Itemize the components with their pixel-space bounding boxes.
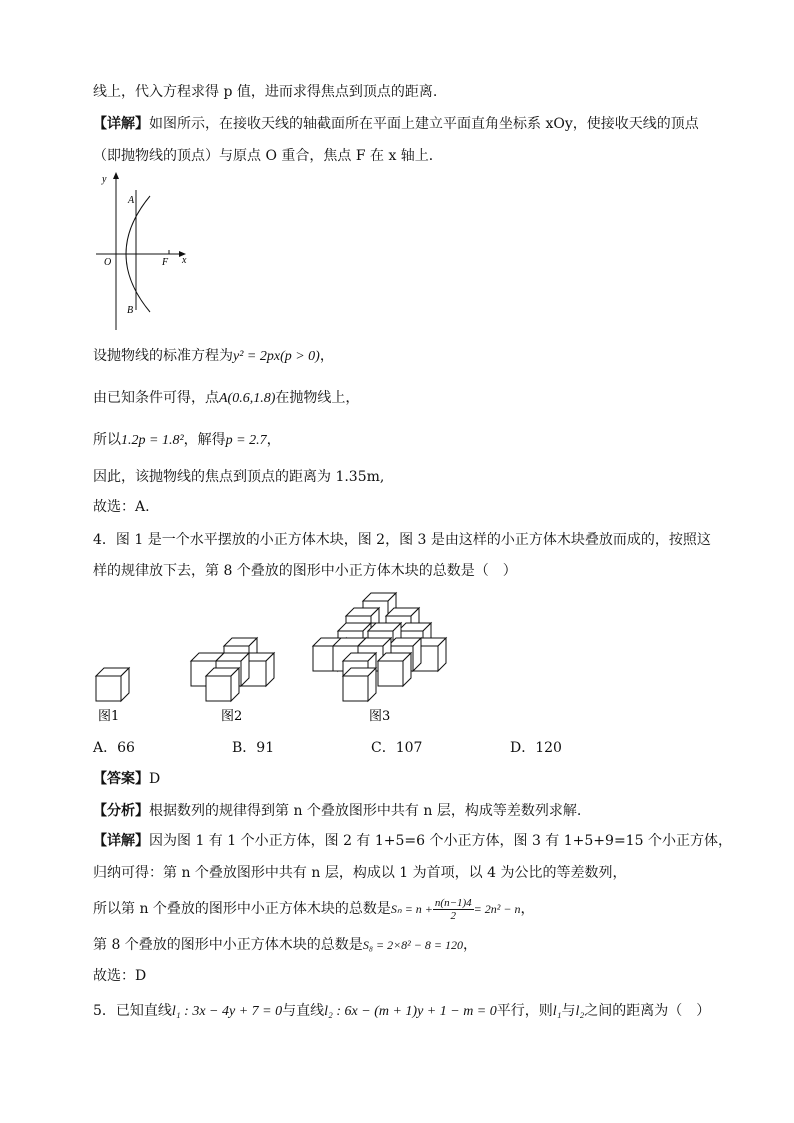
- text-segment: ，解得: [183, 432, 226, 448]
- math-expression: p = 2.7: [225, 433, 267, 448]
- text-segment: 第 8 个叠放的图形中小正方体木块的总数是: [93, 937, 363, 953]
- text-segment: 与: [561, 1003, 576, 1019]
- detail-text: 如图所示，在接收天线的轴截面所在平面上建立平面直角坐标系 xOy，使接收天线的顶点: [149, 116, 699, 132]
- detail-line: [93, 935, 477, 955]
- parabola-figure: [92, 168, 202, 334]
- math-expression: l₁ : 3x − 4y + 7 = 0: [171, 1004, 283, 1019]
- math-expression: A(0.6,1.8): [219, 391, 276, 406]
- origin-label: O: [104, 257, 112, 268]
- detail-line: 故选：D: [93, 968, 147, 984]
- text-line: [93, 114, 699, 134]
- figure-2-label: 图2: [221, 709, 243, 724]
- text-line: [93, 388, 359, 409]
- option-a: A．66: [93, 740, 135, 756]
- detail-line: [93, 895, 534, 923]
- answer-tag: 【答案】: [93, 771, 149, 787]
- math-expression: y² = 2px(p > 0): [233, 349, 320, 364]
- option-d: D．120: [510, 740, 562, 756]
- point-b-label: B: [127, 305, 134, 316]
- math-expression: l₁: [552, 1004, 562, 1019]
- answer-value: D: [149, 771, 161, 787]
- question-4-line: 4．图 1 是一个水平摆放的小正方体木块，图 2，图 3 是由这样的小正方体木块叠放而成的，按照这: [93, 532, 711, 548]
- text-line: 故选：A.: [93, 499, 150, 515]
- text-segment: 设抛物线的标准方程为: [93, 348, 233, 364]
- text-segment: 在抛物线上，: [275, 390, 360, 406]
- text-line: （即抛物线的顶点）与原点 O 重合，焦点 F 在 x 轴上．: [93, 148, 443, 164]
- figure-3-label: 图3: [369, 709, 391, 724]
- option-c: C．107: [371, 740, 423, 756]
- analysis-line: [93, 801, 581, 821]
- x-label: x: [182, 255, 187, 266]
- text-segment: 5．已知直线: [93, 1003, 172, 1019]
- analysis-tag: 【分析】: [93, 803, 149, 819]
- analysis-text: 根据数列的规律得到第 n 个叠放图形中共有 n 层，构成等差数列求解.: [149, 803, 582, 819]
- text-line: [93, 346, 334, 367]
- text-segment: 由已知条件可得，点: [93, 390, 219, 406]
- y-axis-arrow: [113, 172, 119, 179]
- math-expression: Sₙ = n +: [390, 902, 433, 916]
- text-segment: 之间的距离为（ ）: [584, 1003, 711, 1019]
- point-a-label: A: [128, 195, 135, 206]
- option-b: B．91: [232, 740, 275, 756]
- figure-1-label: 图1: [98, 709, 120, 724]
- figure-3-cubes: [313, 593, 446, 701]
- answer-line: [93, 769, 160, 789]
- detail-text: 因为图 1 有 1 个小正方体，图 2 有 1+5=6 个小正方体，图 3 有 1+5+9=15 个小正方体，: [149, 833, 732, 849]
- figure-1-cubes: [96, 668, 129, 701]
- text-line: [93, 430, 281, 451]
- text-segment: 所以: [93, 432, 121, 448]
- text-line: 线上，代入方程求得 p 值，进而求得焦点到顶点的距离.: [93, 84, 438, 100]
- math-expression: 1.2p = 1.8²: [121, 433, 184, 448]
- fraction-denominator: 2: [450, 909, 457, 922]
- question-5-line: [93, 1001, 710, 1022]
- fraction: [433, 897, 474, 922]
- fraction-numerator: n(n−1)4: [434, 896, 472, 909]
- figure-2-cubes: [191, 638, 274, 701]
- text-segment: 与直线: [282, 1003, 325, 1019]
- math-expression: S₈ = 2×8² − 8 = 120: [362, 938, 463, 952]
- detail-line: 归纳可得：第 n 个叠放图形中共有 n 层，构成以 1 为首项，以 4 为公比的等差数列，: [93, 865, 627, 881]
- math-expression: = 2n² − n: [473, 902, 521, 916]
- detail-tag: 【详解】: [93, 116, 149, 132]
- cube-figures: [88, 590, 468, 730]
- math-expression: l₂ : 6x − (m + 1)y + 1 − m = 0: [324, 1004, 497, 1019]
- math-expression: l₂: [575, 1004, 585, 1019]
- question-4-line: 样的规律放下去，第 8 个叠放的图形中小正方体木块的总数是（ ）: [93, 563, 517, 579]
- text-segment: ，: [266, 432, 281, 448]
- text-line: 因此，该抛物线的焦点到顶点的距离为 1.35m,: [93, 469, 385, 485]
- text-segment: ，: [520, 901, 535, 917]
- text-segment: ，: [319, 348, 334, 364]
- detail-line: [93, 831, 732, 851]
- y-label: y: [102, 174, 107, 185]
- focus-label: F: [162, 257, 169, 268]
- text-segment: 所以第 n 个叠放的图形中小正方体木块的总数是: [93, 901, 391, 917]
- text-segment: 平行，则: [496, 1003, 553, 1019]
- text-segment: ，: [462, 937, 477, 953]
- detail-tag: 【详解】: [93, 833, 149, 849]
